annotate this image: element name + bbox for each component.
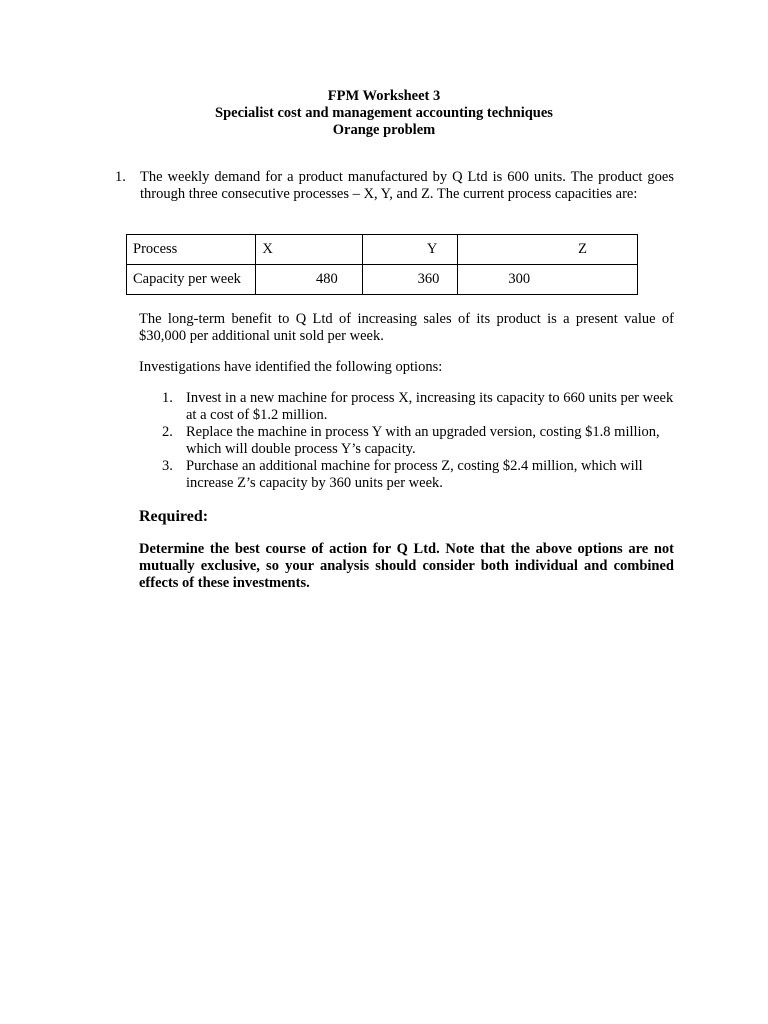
- worksheet-title: FPM Worksheet 3: [327, 88, 441, 104]
- list-item: [139, 424, 674, 458]
- title-block: [0, 88, 768, 139]
- table-cell: 480: [256, 265, 362, 295]
- option-text: Purchase an additional machine for process Z, costing $2.4 million, which will increase Z’s capacity by 360 units per week.: [186, 458, 643, 491]
- option-number: 2.: [162, 424, 173, 440]
- benefit-paragraph: The long-term benefit to Q Ltd of increasing sales of its product is a present value of $30,000 per additional unit sold per week.: [139, 311, 674, 344]
- table-cell: 300: [458, 265, 638, 295]
- options-list: [139, 390, 674, 492]
- table-cell: Z: [458, 235, 638, 265]
- table-header-row: [127, 235, 638, 265]
- list-item: [139, 458, 674, 492]
- required-heading: Required:: [139, 508, 209, 525]
- option-number: 1.: [162, 390, 173, 406]
- option-text: Invest in a new machine for process X, increasing its capacity to 660 units per week at a cost of $1.2 million.: [186, 390, 674, 423]
- list-item: [139, 390, 674, 424]
- table-cell: Capacity per week: [127, 265, 256, 295]
- required-text: Determine the best course of action for Q Ltd. Note that the above options are not mutually exclusive, so your analysis should consider both individual and combined effects of these investments.: [139, 541, 674, 591]
- table-cell: Process: [127, 235, 256, 265]
- table-cell: 360: [362, 265, 458, 295]
- option-number: 3.: [162, 458, 173, 474]
- capacity-table: [126, 234, 638, 295]
- option-text: Replace the machine in process Y with an upgraded version, costing $1.8 million, which will double process Y’s capacity.: [186, 424, 660, 457]
- question-1-number: 1.: [115, 169, 126, 185]
- worksheet-subtitle: Specialist cost and management accounting techniques: [215, 105, 553, 121]
- table-cell: Y: [362, 235, 458, 265]
- table-cell: X: [256, 235, 362, 265]
- investigations-intro: Investigations have identified the following options:: [139, 359, 443, 375]
- question-1-text: The weekly demand for a product manufactured by Q Ltd is 600 units. The product goes through three consecutive processes – X, Y, and Z. The current process capacities are:: [140, 169, 674, 202]
- table-row: [127, 265, 638, 295]
- problem-name: Orange problem: [332, 122, 436, 138]
